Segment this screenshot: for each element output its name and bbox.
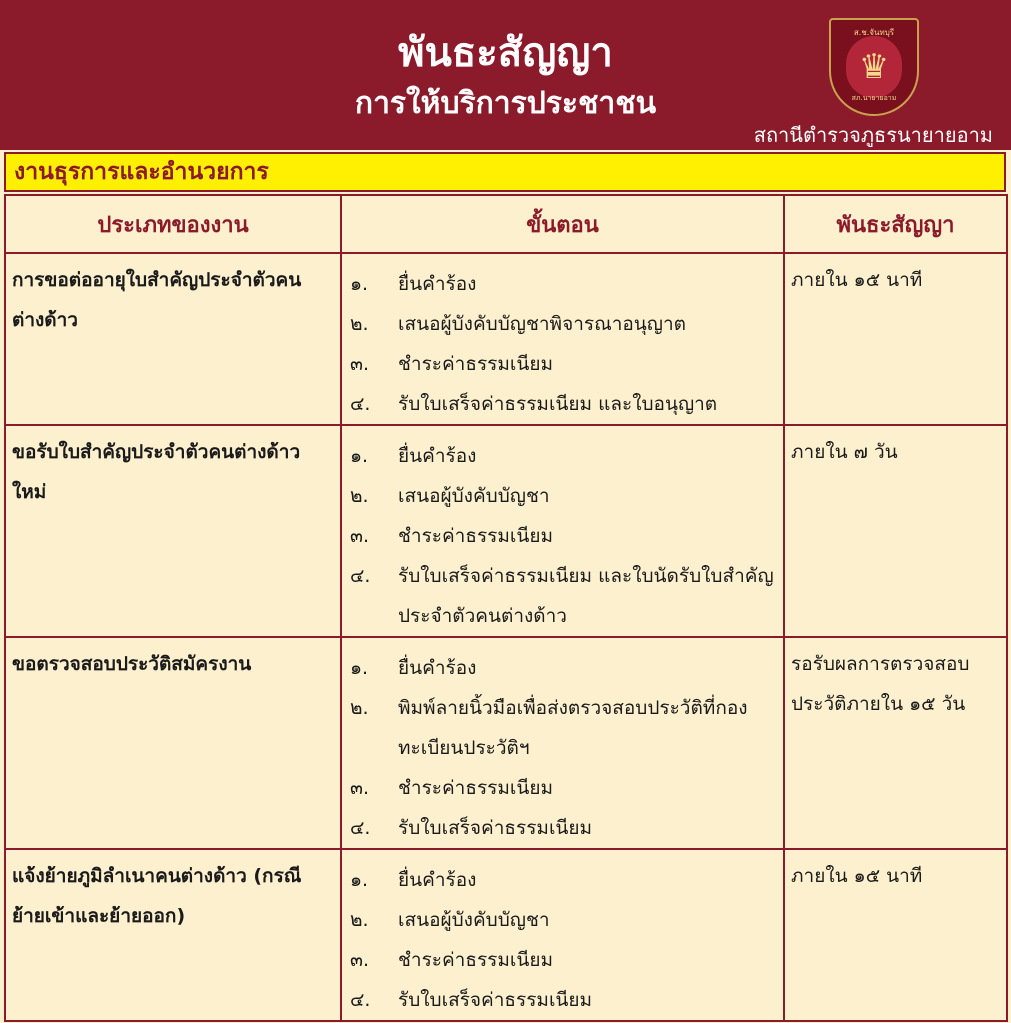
step-text: เสนอผู้บังคับบัญชา xyxy=(398,909,550,931)
step-item xyxy=(350,384,777,424)
step-number: ๑. xyxy=(350,657,369,679)
service-type: ขอตรวจสอบประวัติสมัครงาน xyxy=(5,637,341,849)
service-commitment: รอรับผลการตรวจสอบประวัติภายใน ๑๕ วัน xyxy=(784,637,1007,849)
step-text: ชำระค่าธรรมเนียม xyxy=(398,353,554,375)
page-subtitle: การให้บริการประชาชน xyxy=(354,86,657,121)
step-text: ชำระค่าธรรมเนียม xyxy=(398,525,554,547)
table-header-row xyxy=(5,195,1007,253)
step-number: ๔. xyxy=(350,817,371,839)
step-text: รับใบเสร็จค่าธรรมเนียม xyxy=(398,989,593,1011)
service-table xyxy=(4,194,1008,1022)
step-item xyxy=(350,860,777,900)
service-commitment: ภายใน ๗ วัน xyxy=(784,425,1007,637)
service-steps xyxy=(341,253,784,425)
step-number: ๑. xyxy=(350,273,369,295)
page-title: พันธะสัญญา xyxy=(398,30,613,76)
step-number: ๔. xyxy=(350,393,371,415)
step-number: ๓. xyxy=(350,525,370,547)
step-item xyxy=(350,344,777,384)
step-item xyxy=(350,688,777,768)
step-text: ยื่นคำร้อง xyxy=(398,657,477,679)
step-number: ๓. xyxy=(350,949,370,971)
step-number: ๒. xyxy=(350,313,369,335)
police-emblem-logo xyxy=(829,18,919,116)
column-header-steps: ขั้นตอน xyxy=(341,195,784,253)
station-name: สถานีตำรวจภูธรนายายอาม xyxy=(753,123,993,147)
service-commitment: ภายใน ๑๕ นาที xyxy=(784,253,1007,425)
step-number: ๒. xyxy=(350,485,369,507)
service-type: แจ้งย้ายภูมิลำเนาคนต่างด้าว (กรณีย้ายเข้าและย้ายออก) xyxy=(5,849,341,1021)
step-number: ๓. xyxy=(350,353,370,375)
step-text: เสนอผู้บังคับบัญชาพิจารณาอนุญาต xyxy=(398,313,686,335)
header-banner xyxy=(0,0,1011,150)
step-item xyxy=(350,264,777,304)
service-steps xyxy=(341,849,784,1021)
step-text: ยื่นคำร้อง xyxy=(398,445,477,467)
step-text: พิมพ์ลายนิ้วมือเพื่อส่งตรวจสอบประวัติที่กองทะเบียนประวัติฯ xyxy=(398,697,748,759)
step-text: ชำระค่าธรรมเนียม xyxy=(398,949,554,971)
service-type: การขอต่ออายุใบสำคัญประจำตัวคนต่างด้าว xyxy=(5,253,341,425)
table-row xyxy=(5,253,1007,425)
step-text: รับใบเสร็จค่าธรรมเนียม และใบอนุญาต xyxy=(398,393,718,415)
column-header-time: พันธะสัญญา xyxy=(784,195,1007,253)
emblem-icon: ♛ xyxy=(846,36,902,98)
step-item xyxy=(350,556,777,636)
table-row xyxy=(5,637,1007,849)
step-text: ชำระค่าธรรมเนียม xyxy=(398,777,554,799)
service-commitment: ภายใน ๑๕ นาที xyxy=(784,849,1007,1021)
step-text: ยื่นคำร้อง xyxy=(398,273,477,295)
step-text: รับใบเสร็จค่าธรรมเนียม xyxy=(398,817,593,839)
step-text: ยื่นคำร้อง xyxy=(398,869,477,891)
column-header-type: ประเภทของงาน xyxy=(5,195,341,253)
step-item xyxy=(350,940,777,980)
emblem-top-text: ส.ช.จันทบุรี xyxy=(853,28,895,37)
service-steps xyxy=(341,425,784,637)
section-title: งานธุรการและอำนวยการ xyxy=(4,152,1006,192)
step-item xyxy=(350,768,777,808)
step-number: ๒. xyxy=(350,697,369,719)
step-item xyxy=(350,516,777,556)
step-number: ๑. xyxy=(350,869,369,891)
step-text: เสนอผู้บังคับบัญชา xyxy=(398,485,550,507)
service-type: ขอรับใบสำคัญประจำตัวคนต่างด้าวใหม่ xyxy=(5,425,341,637)
step-item xyxy=(350,900,777,940)
step-number: ๑. xyxy=(350,445,369,467)
step-number: ๒. xyxy=(350,909,369,931)
step-item xyxy=(350,980,777,1020)
step-item xyxy=(350,808,777,848)
step-text: รับใบเสร็จค่าธรรมเนียม และใบนัดรับใบสำคัญประจำตัวคนต่างด้าว xyxy=(398,565,774,627)
emblem-bottom-text: สภ.นายายอาม xyxy=(851,94,897,102)
service-steps xyxy=(341,637,784,849)
table-row xyxy=(5,849,1007,1021)
step-number: ๔. xyxy=(350,989,371,1011)
step-item xyxy=(350,476,777,516)
table-row xyxy=(5,425,1007,637)
step-number: ๔. xyxy=(350,565,371,587)
step-item xyxy=(350,648,777,688)
step-number: ๓. xyxy=(350,777,370,799)
step-item xyxy=(350,436,777,476)
step-item xyxy=(350,304,777,344)
